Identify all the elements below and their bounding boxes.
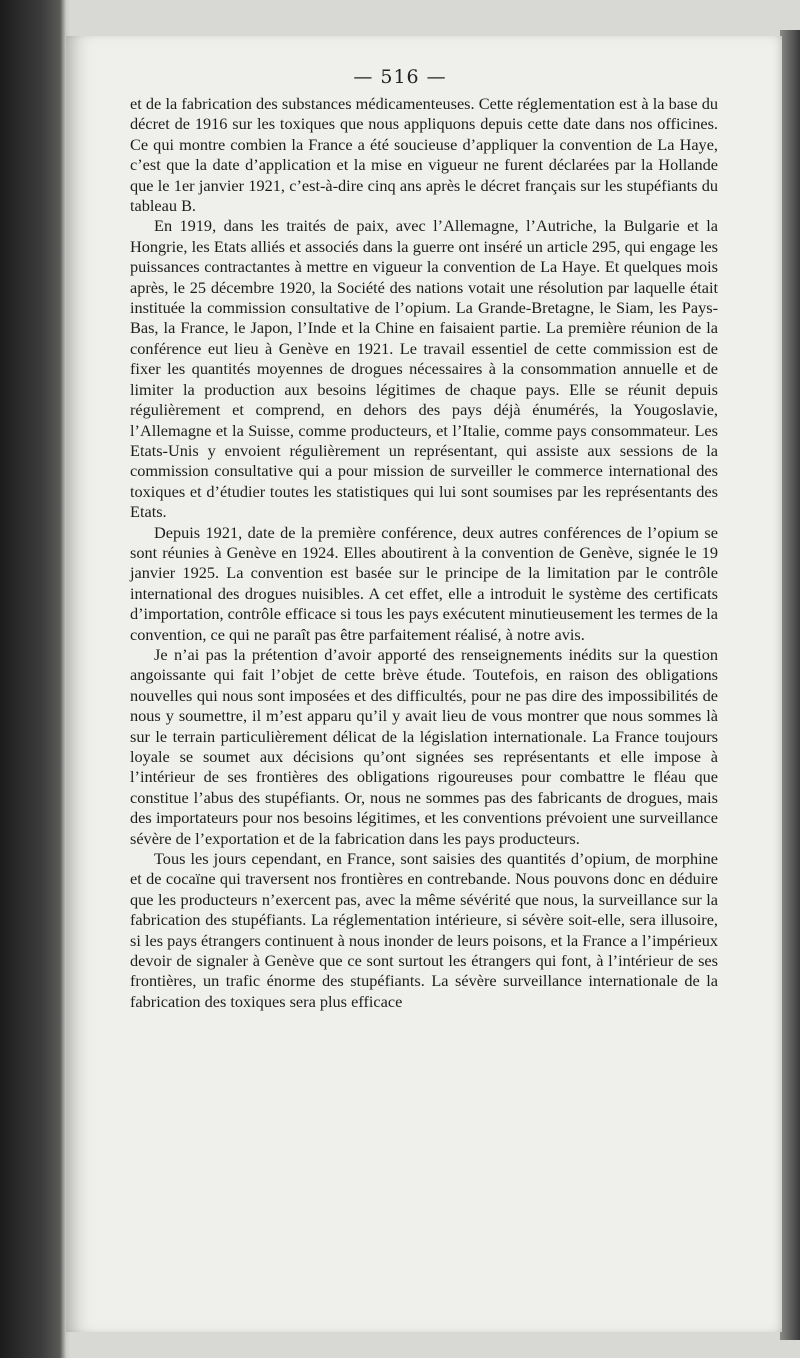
paragraph-2: En 1919, dans les traités de paix, avec l’Allemagne, l’Autriche, la Bulgarie et la Hongrie, les Etats alliés et associés dans la guerre ont inséré un article 295, qui engage les puissances contractantes à mettre en vigueur la convention de La Haye. Et quelques mois après, le 25 décembre 1920, la Société des nations votait une résolution par laquelle était instituée la commission consultative de l’opium. La Grande-Bretagne, le Siam, les Pays-Bas, la France, le Japon, l’Inde et la Chine en faisaient partie. La première réunion de la conférence eut lieu à Genève en 1921. Le travail essentiel de cette commission est de fixer les quantités moyennes de drogues nécessaires à la consommation annuelle et de limiter la production aux besoins légitimes de chaque pays. Elle se réunit depuis régulièrement et comprend, en dehors des pays déjà énumérés, la Yougoslavie, l’Allemagne et la Suisse, comme producteurs, et l’Italie, comme pays consommateur. Les Etats-Unis y envoient régulièrement un représentant, qui assiste aux sessions de la commission consultative qui a pour mission de surveiller le commerce international des toxiques et d’étudier toutes les statistiques qui lui sont soumises par les représentants des Etats. <box>130 216 718 522</box>
paragraph-1: et de la fabrication des substances médicamenteuses. Cette réglementation est à la base du décret de 1916 sur les toxiques que nous appliquons depuis cette date dans nos officines. Ce qui montre combien la France a été soucieuse d’appliquer la convention de La Haye, c’est que la date d’application et la mise en vigueur ne furent déclarées par la Hollande que le 1er janvier 1921, c’est-à-dire cinq ans après le décret français sur les stupéfiants du tableau B. <box>130 94 718 216</box>
paragraph-4: Je n’ai pas la prétention d’avoir apporté des renseignements inédits sur la question angoissante qui fait l’objet de cette brève étude. Toutefois, en raison des obligations nouvelles qui nous sont imposées et des difficultés, pour ne pas dire des impossibilités de nous y soumettre, il m’est apparu qu’il y avait lieu de vous montrer que nous sommes là sur le terrain particulièrement délicat de la législation internationale. La France toujours loyale se soumet aux décisions qu’ont signées ses représentants et elle impose à l’intérieur de ses frontières des obligations rigoureuses pour combattre le fléau que constitue l’abus des stupéfiants. Or, nous ne sommes pas des fabricants de drogues, mais des importateurs pour nos besoins légitimes, et les conventions prévoient une surveillance sévère de l’exportation et de la fabrication dans les pays producteurs. <box>130 644 718 848</box>
page-number: — 516 — <box>353 66 447 88</box>
body-text <box>130 94 718 1012</box>
paragraph-5: Tous les jours cependant, en France, sont saisies des quantités d’opium, de morphine et de cocaïne qui traversent nos frontières en contrebande. Nous pouvons donc en déduire que les producteurs n’exercent pas, avec la même sévérité que nous, la surveillance sur la fabrication des stupéfiants. La réglementation intérieure, si sévère soit-elle, sera illusoire, si les pays étrangers continuent à nous inonder de leurs poisons, et la France a l’impérieux devoir de signaler à Genève que ce sont surtout les étrangers qui font, à l’intérieur de ses frontières, un trafic énorme des stupéfiants. La sévère surveillance internationale de la fabrication des toxiques sera plus efficace <box>130 849 718 1011</box>
page-edge <box>780 30 800 1340</box>
paragraph-3: Depuis 1921, date de la première conférence, deux autres conférences de l’opium se sont réunies à Genève en 1924. Elles aboutirent à la convention de Genève, signée le 19 janvier 1925. La convention est basée sur le principe de la limitation par le contrôle international des drogues nuisibles. A cet effet, elle a introduit le système des certificats d’importation, contrôle efficace si tous les pays exécutent minutieusement les termes de la convention, ce qui ne paraît pas être parfaitement réalisé, à notre avis. <box>130 522 718 644</box>
